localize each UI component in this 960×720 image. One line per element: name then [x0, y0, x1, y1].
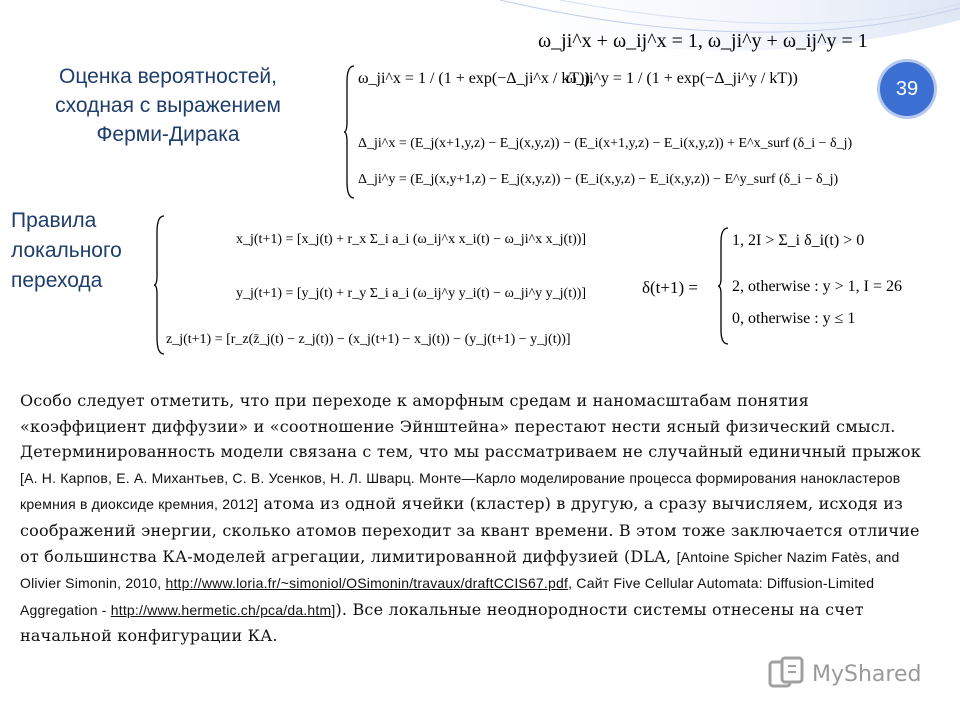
heading-line: Оценка вероятностей, [59, 65, 277, 88]
brace-cases [718, 226, 730, 346]
brace-rules [154, 214, 166, 356]
watermark-text: MyShared [812, 661, 922, 687]
watermark-logo [768, 656, 921, 692]
formula-delta-x: Δ_ji^x = (E_j(x+1,y,z) − E_j(x,y,z)) − (E_i(x+1,y,z) − E_i(x,y,z)) + E^x_surf (δ_i − δ_j) [358, 136, 853, 151]
slide-number-badge: 39 [880, 62, 934, 116]
formula-case-1: 1, 2I > Σ_i δ_i(t) > 0 [732, 232, 865, 249]
formula-delta-y: Δ_ji^y = (E_j(x,y+1,z) − E_j(x,y,z)) − (E_i(x,y,z) − E_i(x,y,z)) − E^y_surf (δ_i − δ_j) [358, 172, 839, 187]
reference-five-ca: , Сайт Five Cellular Automata: Diffusion-Limited Aggregation - [20, 575, 875, 618]
link-loria[interactable]: http://www.loria.fr/~simoniol/OSimonin/travaux/draftCCIS67.pdf [165, 575, 569, 592]
reference-spicher: [Antoine Spicher Nazim Fatès, and Olivier Simonin, 2010, [20, 548, 900, 592]
watermark-icon [768, 656, 806, 692]
formula-rule-y: y_j(t+1) = [y_j(t) + r_y Σ_i a_i (ω_ij^y y_i(t) − ω_ji^y y_j(t))] [236, 286, 587, 301]
reference-close: ] [331, 601, 336, 618]
heading-line: сходная с выражением [55, 94, 281, 117]
formula-rule-z: z_j(t+1) = [r_z(z̄_j(t) − z_j(t)) − (x_j(t+1) − x_j(t)) − (y_j(t+1) − y_j(t))] [166, 332, 571, 347]
body-paragraph [20, 388, 940, 649]
body-text-part: ). Все локальные неоднородности системы отнесены на счет начальной конфигурации КА. [20, 599, 864, 646]
formula-delta-t-lhs: δ(t+1) = [642, 278, 698, 297]
heading-rules [11, 206, 151, 296]
formula-case-2: 2, otherwise : y > 1, I = 26 [732, 278, 903, 295]
formula-prob-y: ω_ji^y = 1 / (1 + exp(−Δ_ji^y / kT)) [566, 70, 798, 87]
heading-probability [18, 62, 318, 149]
heading-line: Правила [11, 209, 97, 232]
formula-case-3: 0, otherwise : y ≤ 1 [732, 310, 856, 327]
reference-karpov: [А. Н. Карпов, Е. А. Михантьев, С. В. Усенков, Н. Л. Шварц. Монте—Карло моделирование процесса формирования нанокластеров кремния в диоксиде кремния, 2012] [20, 469, 901, 513]
formula-prob-x: ω_ji^x = 1 / (1 + exp(−Δ_ji^x / kT)), [358, 70, 594, 87]
link-hermetic[interactable]: http://www.hermetic.ch/pca/da.htm [110, 601, 332, 618]
body-text-part: атома из одной ячейки (кластер) в другую, а сразу вычисляем, исходя из соображений энергии, сколько атомов переходит за квант времени. В этом тоже заключается отличие от большинства КА-моделей агрегации, лимитированной диффузией (DLA, [20, 494, 920, 566]
heading-line: перехода [11, 269, 103, 292]
formula-rule-x: x_j(t+1) = [x_j(t) + r_x Σ_i a_i (ω_ij^x x_i(t) − ω_ji^x x_j(t))] [236, 232, 587, 247]
heading-line: локального [11, 239, 122, 262]
heading-line: Ферми-Дирака [96, 123, 240, 146]
body-text-part: Особо следует отметить, что при переходе к аморфным средам и наномасштабам понятия «коэффициент диффузии» и «соотношение Эйнштейна» перестают нести ясный физический смысл. Детерминированность модели связана с тем, что мы рассматриваем не случайный единичный прыжок [20, 391, 921, 462]
brace-system-top [344, 64, 356, 200]
formula-sum-constraint: ω_ji^x + ω_ij^x = 1, ω_ji^y + ω_ij^y = 1 [538, 30, 868, 52]
